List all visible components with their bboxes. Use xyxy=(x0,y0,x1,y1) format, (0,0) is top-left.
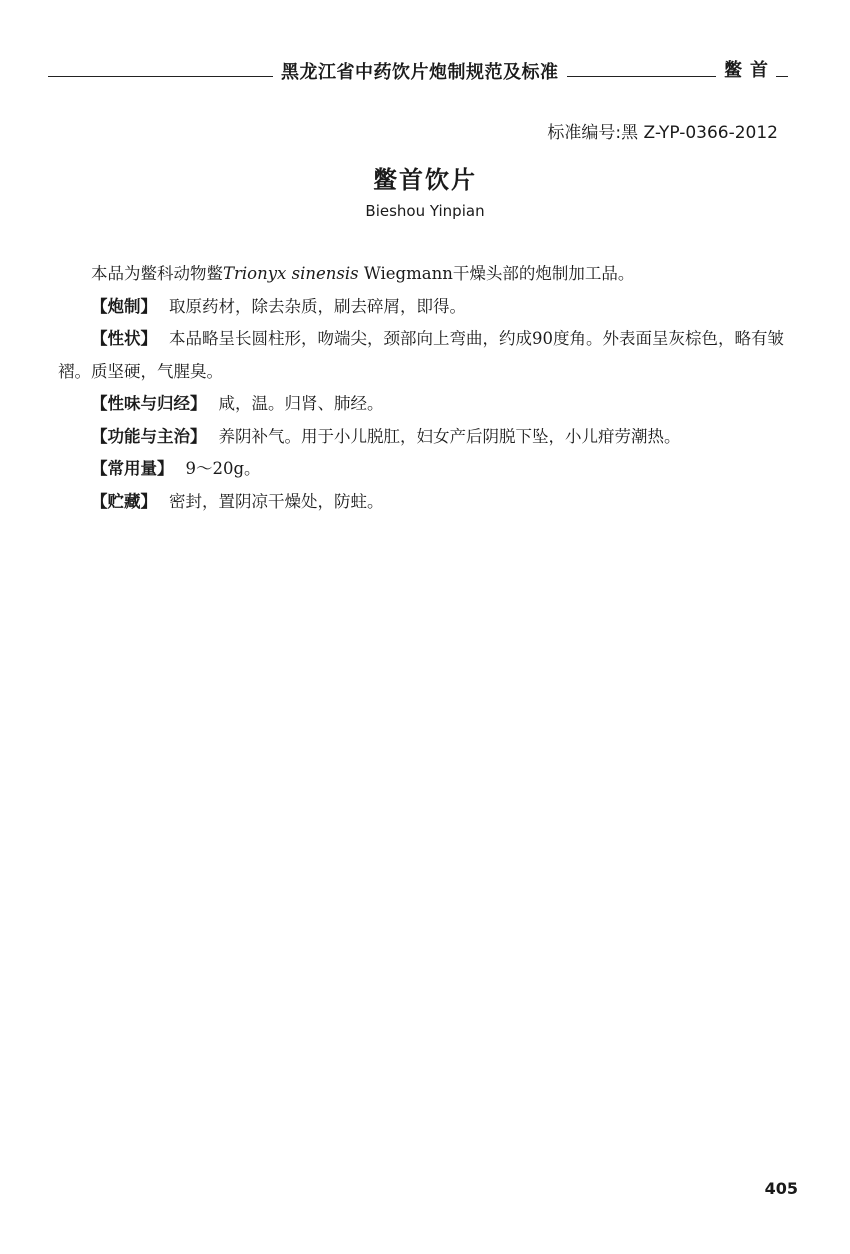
section-description xyxy=(58,323,790,388)
section-text: 取原药材，除去杂质，刷去碎屑，即得。 xyxy=(169,296,466,316)
section-label: 【贮藏】 xyxy=(91,491,157,511)
section-nature-meridian xyxy=(58,388,790,421)
standard-number: 标准编号:黑 Z-YP-0366-2012 xyxy=(547,123,778,143)
section-text: 9～20g。 xyxy=(185,459,261,478)
section-storage xyxy=(58,486,790,519)
section-name: 鳖首 xyxy=(716,56,776,82)
page-title: 鳖首饮片 xyxy=(373,166,477,194)
book-title: 黑龙江省中药饮片炮制规范及标准 xyxy=(273,58,567,84)
section-text: 养阴补气。用于小儿脱肛，妇女产后阴脱下坠，小儿疳劳潮热。 xyxy=(218,426,681,446)
section-function-indication xyxy=(58,421,790,454)
section-label: 【常用量】 xyxy=(91,459,174,478)
section-label: 【炮制】 xyxy=(91,296,157,316)
section-label: 【性味与归经】 xyxy=(91,394,207,413)
intro-after: Wiegmann干燥头部的炮制加工品。 xyxy=(358,264,635,283)
intro-paragraph xyxy=(58,258,790,291)
page-subtitle: Bieshou Yinpian xyxy=(365,202,485,220)
page-number: 405 xyxy=(764,1179,798,1198)
section-text: 本品略呈长圆柱形，吻端尖，颈部向上弯曲，约成90度角。外表面呈灰棕色，略有皱褶。质坚硬，气腥臭。 xyxy=(58,329,784,381)
monograph-body xyxy=(58,258,790,518)
intro-before: 本品为鳖科动物鳖 xyxy=(91,264,223,283)
section-label: 【性状】 xyxy=(91,329,157,348)
running-header xyxy=(48,58,788,88)
section-label: 【功能与主治】 xyxy=(91,426,207,446)
section-processing xyxy=(58,291,790,324)
section-text: 密封，置阴凉干燥处，防蛀。 xyxy=(169,491,384,511)
section-text: 咸，温。归肾、肺经。 xyxy=(218,394,384,413)
section-dosage xyxy=(58,453,790,486)
latin-name: Trionyx sinensis xyxy=(223,264,359,283)
